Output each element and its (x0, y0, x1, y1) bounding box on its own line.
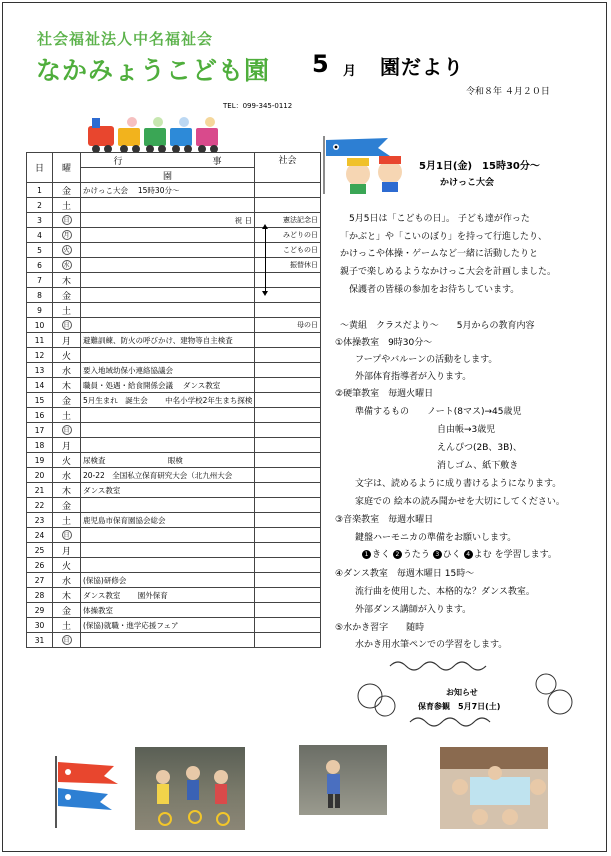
step-number: 4 (464, 550, 473, 559)
header-day: 日 (27, 153, 53, 183)
header-events: 行 事 (81, 153, 255, 168)
calendar-row (27, 348, 321, 363)
day-number: 29 (27, 603, 53, 618)
weekday: 金 (53, 498, 81, 513)
weekday: 土 (53, 513, 81, 528)
calendar-row (27, 198, 321, 213)
social-cell (255, 483, 321, 498)
event-cell: ダンス教室 園外保育 (81, 588, 255, 603)
social-cell (255, 438, 321, 453)
telephone: TEL：099-345-0112 (223, 102, 293, 110)
photo-kids-table (440, 747, 548, 829)
event-cell (81, 528, 255, 543)
intro-line: 親子で楽しめるようなかけっこ大会を計画しました。 (340, 267, 557, 277)
calendar-row (27, 558, 321, 573)
event-cell: ダンス教室 (81, 483, 255, 498)
calendar-row (27, 378, 321, 393)
day-number: 22 (27, 498, 53, 513)
day-number: 4 (27, 228, 53, 243)
event-cell: かけっこ大会 15時30分～ (81, 183, 255, 198)
event-cell (81, 273, 255, 288)
item-line: 鍵盤ハーモニカの準備をお願いします。 (355, 533, 517, 543)
event-cell (81, 348, 255, 363)
social-cell: 母の日 (255, 318, 321, 333)
weekday-holiday-mark: 月 (63, 232, 70, 239)
event-cell: 避難訓練、防火の呼びかけ、建物等自主検査 (81, 333, 255, 348)
event-cell (81, 198, 255, 213)
weekday-holiday-mark: 日 (63, 427, 70, 434)
newsletter-title: 園だより (380, 55, 464, 79)
photo-kids-stilts (135, 747, 245, 830)
weekday: 木 (53, 588, 81, 603)
issue-date: 令和８年 ４月２０日 (466, 87, 550, 97)
item-line: 自由帳→3歳児 (437, 425, 496, 435)
school-name: なかみょうこども園 (36, 56, 271, 85)
event-cell (81, 303, 255, 318)
weekday: 金 (53, 288, 81, 303)
item-line: 外部体育指導者が入ります。 (355, 372, 472, 382)
weekday: 水 (53, 573, 81, 588)
social-cell (255, 363, 321, 378)
day-number: 20 (27, 468, 53, 483)
day-number: 23 (27, 513, 53, 528)
social-cell (255, 423, 321, 438)
day-number: 17 (27, 423, 53, 438)
item-line: 文字は、読めるように成り書けるようになります。 (355, 479, 562, 489)
calendar-row (27, 318, 321, 333)
weekday (53, 423, 81, 438)
calendar-row (27, 213, 321, 228)
event-cell (81, 288, 255, 303)
weekday: 木 (53, 378, 81, 393)
calendar-row (27, 303, 321, 318)
weekday (53, 228, 81, 243)
weekday (53, 258, 81, 273)
event-cell (81, 438, 255, 453)
day-number: 8 (27, 288, 53, 303)
item-line: フープやバルーンの活動をします。 (355, 355, 498, 365)
social-cell: こどもの日 (255, 243, 321, 258)
calendar-row (27, 603, 321, 618)
social-cell (255, 198, 321, 213)
weekday (53, 243, 81, 258)
calendar-row (27, 228, 321, 243)
social-cell (255, 573, 321, 588)
header-events-school: 園 (81, 168, 255, 183)
item-heading: ③音楽教室 毎週水曜日 (335, 515, 434, 525)
weekday-holiday-mark: 日 (63, 217, 70, 224)
step-number: 1 (362, 550, 371, 559)
day-number: 10 (27, 318, 53, 333)
social-cell (255, 393, 321, 408)
photo-child-running (299, 745, 387, 815)
calendar-row (27, 513, 321, 528)
event-calendar (26, 152, 321, 648)
social-cell: みどりの日 (255, 228, 321, 243)
calendar-row (27, 258, 321, 273)
social-cell (255, 633, 321, 648)
calendar-row (27, 633, 321, 648)
social-cell (255, 603, 321, 618)
item-line: 流行曲を使用した、本格的な？ダンス教室。 (355, 587, 535, 597)
weekday: 火 (53, 558, 81, 573)
weekday-holiday-mark: 日 (63, 322, 70, 329)
step-label: よむ (473, 550, 492, 560)
event-cell: (保協)就職・進学応援フェア (81, 618, 255, 633)
music-suffix: を学習します。 (494, 550, 557, 560)
event-cell (81, 498, 255, 513)
item-line: 準備するもの ノート(8マス)→45歳児 (355, 407, 522, 417)
social-cell (255, 348, 321, 363)
item-heading: ⑤水かき習字 随時 (335, 623, 425, 633)
social-cell (255, 513, 321, 528)
item-line: えんぴつ(2B、3B)、 (437, 443, 522, 453)
header-social: 社会 (255, 153, 321, 183)
event-cell (81, 423, 255, 438)
day-number: 7 (27, 273, 53, 288)
weekday: 金 (53, 183, 81, 198)
weekday: 月 (53, 438, 81, 453)
weekday (53, 633, 81, 648)
social-cell (255, 588, 321, 603)
calendar-row (27, 453, 321, 468)
weekday: 土 (53, 303, 81, 318)
day-number: 28 (27, 588, 53, 603)
calendar-row (27, 438, 321, 453)
item-line: 外部ダンス講師が入ります。 (355, 605, 472, 615)
social-cell (255, 303, 321, 318)
item-heading: ②硬筆教室 毎週火曜日 (335, 389, 434, 399)
day-number: 13 (27, 363, 53, 378)
calendar-row (27, 528, 321, 543)
weekday-holiday-mark: 火 (63, 247, 70, 254)
weekday-holiday-mark: 日 (63, 637, 70, 644)
day-number: 2 (27, 198, 53, 213)
weekday: 土 (53, 618, 81, 633)
event-title: 5月1日(金) 15時30分～ (419, 161, 540, 172)
weekday: 月 (53, 543, 81, 558)
social-cell (255, 543, 321, 558)
day-number: 27 (27, 573, 53, 588)
event-cell: 20-22 全国私立保育研究大会（北九州大会 (81, 468, 255, 483)
day-number: 1 (27, 183, 53, 198)
social-cell (255, 618, 321, 633)
weekday: 木 (53, 273, 81, 288)
day-number: 18 (27, 438, 53, 453)
holiday-span-arrow (265, 228, 266, 292)
calendar-row (27, 573, 321, 588)
social-cell (255, 183, 321, 198)
calendar-row (27, 273, 321, 288)
calendar-row (27, 618, 321, 633)
weekday (53, 318, 81, 333)
step-number: 3 (433, 550, 442, 559)
day-number: 16 (27, 408, 53, 423)
koinobori-kids-illustration (318, 134, 418, 196)
weekday: 火 (53, 348, 81, 363)
music-steps (362, 547, 557, 560)
weekday: 土 (53, 198, 81, 213)
day-number: 14 (27, 378, 53, 393)
day-number: 21 (27, 483, 53, 498)
step-label: ひく (442, 550, 461, 560)
event-subtitle: かけっこ大会 (440, 178, 495, 188)
calendar-row (27, 498, 321, 513)
calendar-row (27, 543, 321, 558)
event-cell: 尿検査 眼検 (81, 453, 255, 468)
intro-line: 保護者の皆様の参加をお待ちしています。 (349, 285, 520, 295)
notice-text: 保育参観 5月7日(土) (418, 702, 501, 711)
item-line: 消しゴム、紙下敷き (437, 461, 519, 471)
calendar-row (27, 183, 321, 198)
calendar-row (27, 393, 321, 408)
social-cell (255, 468, 321, 483)
koinobori-illustration (48, 752, 126, 830)
day-number: 19 (27, 453, 53, 468)
train-illustration (86, 112, 236, 156)
calendar-row (27, 423, 321, 438)
social-cell (255, 498, 321, 513)
event-cell: 鹿児島市保育園協会総会 (81, 513, 255, 528)
social-cell: 振替休日 (255, 258, 321, 273)
day-number: 30 (27, 618, 53, 633)
day-number: 11 (27, 333, 53, 348)
day-number: 31 (27, 633, 53, 648)
social-cell (255, 378, 321, 393)
calendar-row (27, 288, 321, 303)
month-number: 5 (312, 50, 329, 78)
calendar-row (27, 243, 321, 258)
item-line: 家庭での 絵本の読み聞かせを大切にしてください。 (355, 497, 565, 507)
calendar-row (27, 468, 321, 483)
social-cell (255, 558, 321, 573)
month-unit: 月 (343, 64, 357, 79)
weekday-holiday-mark: 日 (63, 532, 70, 539)
organization-name: 社会福祉法人中名福祉会 (37, 30, 214, 48)
day-number: 25 (27, 543, 53, 558)
notice-label: お知らせ (446, 688, 478, 697)
event-cell (81, 243, 255, 258)
event-cell: (保協)研修会 (81, 573, 255, 588)
social-cell (255, 408, 321, 423)
social-cell: 憲法記念日 (255, 213, 321, 228)
weekday: 水 (53, 363, 81, 378)
social-cell (255, 333, 321, 348)
calendar-row (27, 588, 321, 603)
header-weekday: 曜 (53, 153, 81, 183)
weekday-holiday-mark: 水 (63, 262, 70, 269)
event-cell (81, 408, 255, 423)
event-cell: 5月生まれ 誕生会 中名小学校2年生まち探検 (81, 393, 255, 408)
day-number: 26 (27, 558, 53, 573)
calendar-row (27, 333, 321, 348)
day-number: 12 (27, 348, 53, 363)
step-label: うたう (402, 550, 430, 560)
weekday: 金 (53, 393, 81, 408)
event-cell (81, 228, 255, 243)
event-cell: 祝 日 (81, 213, 255, 228)
intro-line: 5月5日は「こどもの日」。 子ども達が作った (349, 214, 530, 224)
weekday (53, 213, 81, 228)
day-number: 3 (27, 213, 53, 228)
event-cell: 職員・処遇・給食開係会議 ダンス教室 (81, 378, 255, 393)
calendar-row (27, 363, 321, 378)
event-cell: 体操教室 (81, 603, 255, 618)
day-number: 24 (27, 528, 53, 543)
weekday: 金 (53, 603, 81, 618)
event-cell (81, 633, 255, 648)
weekday: 水 (53, 468, 81, 483)
social-cell (255, 528, 321, 543)
calendar-row (27, 408, 321, 423)
event-cell (81, 318, 255, 333)
day-number: 9 (27, 303, 53, 318)
event-cell (81, 543, 255, 558)
social-cell (255, 453, 321, 468)
item-heading: ①体操教室 9時30分～ (335, 338, 433, 348)
class-section-title: ～黄組 クラスだより～ 5月からの教育内容 (340, 321, 535, 331)
day-number: 6 (27, 258, 53, 273)
weekday (53, 528, 81, 543)
event-cell: 要入地域幼保小連絡協議会 (81, 363, 255, 378)
day-number: 15 (27, 393, 53, 408)
intro-line: 「かぶと」や「こいのぼり」を持って行進したり、 (340, 232, 548, 242)
weekday: 木 (53, 483, 81, 498)
weekday: 火 (53, 453, 81, 468)
event-cell (81, 558, 255, 573)
event-cell (81, 258, 255, 273)
weekday: 土 (53, 408, 81, 423)
weekday: 月 (53, 333, 81, 348)
step-label: きく (372, 550, 391, 560)
calendar-row (27, 483, 321, 498)
item-line: 水かき用水筆ペンでの学習をします。 (355, 640, 508, 650)
step-number: 2 (393, 550, 402, 559)
day-number: 5 (27, 243, 53, 258)
item-heading: ④ダンス教室 毎週木曜日 15時～ (335, 569, 475, 579)
intro-line: かけっこや体操・ゲームなど一緒に活動したりと (340, 249, 539, 259)
